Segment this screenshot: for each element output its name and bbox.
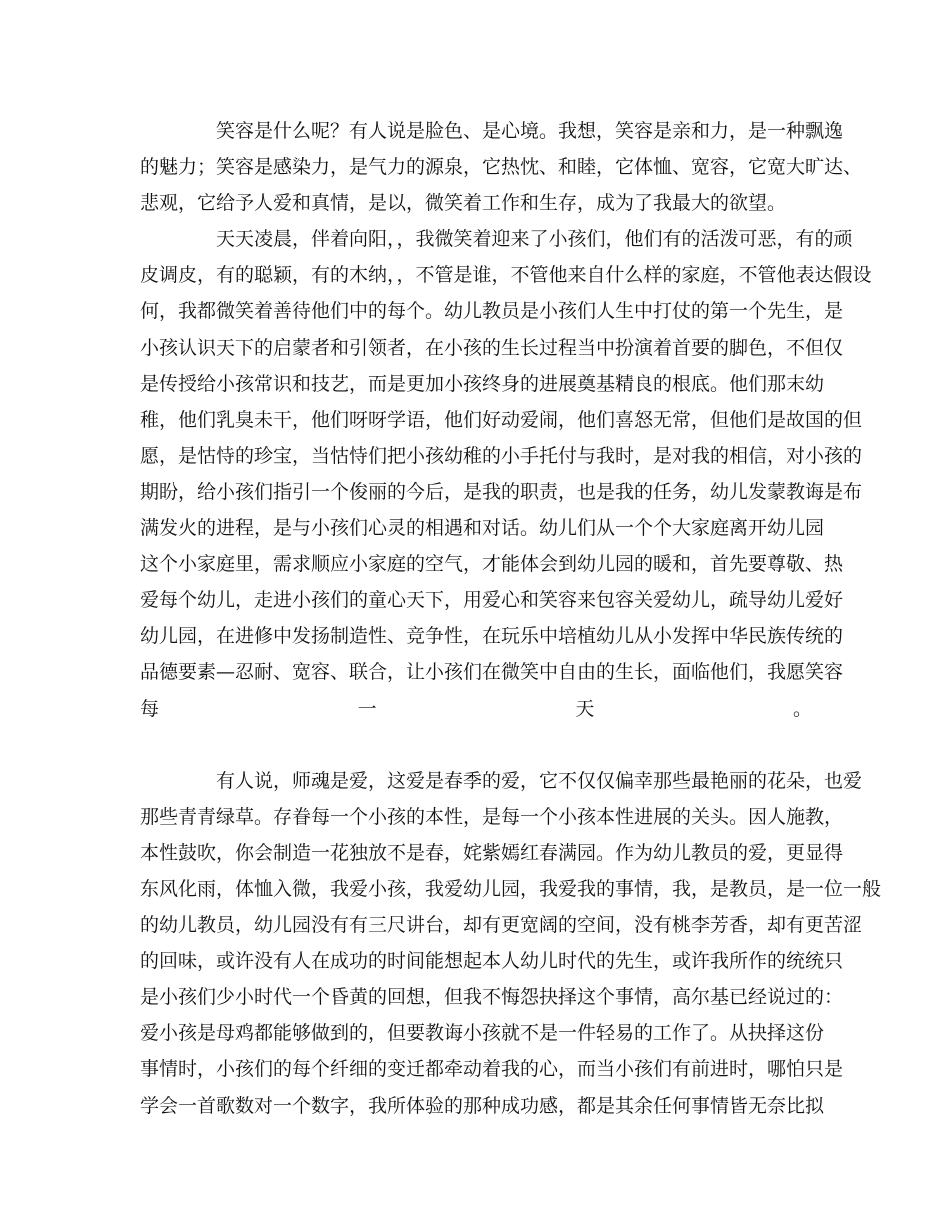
text-line: 事情时，小孩们的每个纤细的变迁都牵动着我的心，而当小孩们有前进时，哪怕只是 bbox=[140, 1058, 844, 1081]
text-line: 是小孩们少小时代一个昏黄的回想，但我不悔怨抉择这个事情，高尔基已经说过的： bbox=[140, 986, 844, 1009]
text-line: 幼儿园，在进修中发扬制造性、竞争性，在玩乐中培植幼儿从小发挥中华民族传统的 bbox=[140, 625, 844, 648]
text-line: 何，我都微笑着善待他们中的每个。幼儿教员是小孩们人生中打仗的第一个先生，是 bbox=[140, 300, 844, 323]
text-line: 东风化雨，体恤入微，我爱小孩，我爱幼儿园，我爱我的事情，我，是教员，是一位一般 bbox=[140, 877, 882, 900]
text-line: 爱小孩是母鸡都能够做到的，但要教诲小孩就不是一件轻易的工作了。从抉择这份 bbox=[140, 1022, 825, 1045]
text-line: 的魅力；笑容是感染力，是气力的源泉，它热忱、和睦，它体恤、宽容，它宽大旷达、 bbox=[140, 156, 863, 179]
text-line: 悲观，它给予人爱和真情，是以，微笑着工作和生存，成为了我最大的欲望。 bbox=[140, 192, 787, 215]
paragraph-1 bbox=[140, 113, 863, 221]
text-line: 期盼，给小孩们指引一个俊丽的今后，是我的职责，也是我的任务，幼儿发蒙教诲是布 bbox=[140, 480, 863, 503]
text-line: 笑容是什么呢？有人说是脸色、是心境。我想，笑容是亲和力，是一种飘逸 bbox=[216, 120, 844, 142]
text-line: 的幼儿教员，幼儿园没有有三尺讲台，却有更宽阔的空间，没有桃李芳香，却有更苦涩 bbox=[140, 914, 863, 937]
text-line: 皮调皮，有的聪颖，有的木纳，，不管是谁，不管他来自什么样的家庭，不管他表达假设 bbox=[140, 264, 872, 287]
text-line: 本性鼓吹，你会制造一花独放不是春，姹紫嫣红春满园。作为幼儿教员的爱，更显得 bbox=[140, 841, 844, 864]
text-line: 的回味，或许没有人在成功的时间能想起本人幼儿时代的先生，或许我所作的统统只 bbox=[140, 950, 844, 973]
text-line: 小孩认识天下的启蒙者和引领者，在小孩的生长过程当中扮演着首要的脚色，不但仅 bbox=[140, 336, 844, 359]
text-line: 爱每个幼儿，走进小孩们的童心天下，用爱心和笑容来包容关爱幼儿，疏导幼儿爱好 bbox=[140, 589, 844, 612]
text-line: 每一天。 bbox=[140, 697, 812, 720]
text-line: 天天凌晨，伴着向阳，，我微笑着迎来了小孩们，他们有的活泼可恶，有的顽 bbox=[216, 228, 853, 251]
text-line: 稚，他们乳臭未干，他们呀呀学语，他们好动爱闹，他们喜怒无常，但他们是故国的但 bbox=[140, 408, 863, 431]
text-line: 有人说，师魂是爱，这爱是春季的爱，它不仅仅偏幸那些最艳丽的花朵，也爱 bbox=[216, 769, 863, 792]
text-line: 这个小家庭里，需求顺应小家庭的空气，才能体会到幼儿园的暖和，首先要尊敬、热 bbox=[140, 553, 844, 576]
text-line: 那些青青绿草。存眷每一个小孩的本性，是每一个小孩本性进展的关头。因人施教， bbox=[140, 805, 844, 828]
document-body bbox=[140, 113, 882, 1124]
text-line bbox=[140, 727, 812, 763]
text-line: 愿，是怙恃的珍宝，当怙恃们把小孩幼稚的小手托付与我时，是对我的相信，对小孩的 bbox=[140, 444, 863, 467]
text-line: 学会一首歌数对一个数字，我所体验的那种成功感，都是其余任何事情皆无奈比拟 bbox=[140, 1094, 825, 1117]
paragraph-2 bbox=[140, 221, 872, 762]
text-line: 是传授给小孩常识和技艺，而是更加小孩终身的进展奠基精良的根底。他们那末幼 bbox=[140, 372, 825, 395]
paragraph-3 bbox=[140, 763, 882, 1124]
text-line: 品德要素—忍耐、宽容、联合，让小孩们在微笑中自由的生长，面临他们，我愿笑容 bbox=[140, 661, 844, 684]
text-line: 满发火的进程，是与小孩们心灵的相遇和对话。幼儿们从一个个大家庭离开幼儿园 bbox=[140, 517, 825, 540]
